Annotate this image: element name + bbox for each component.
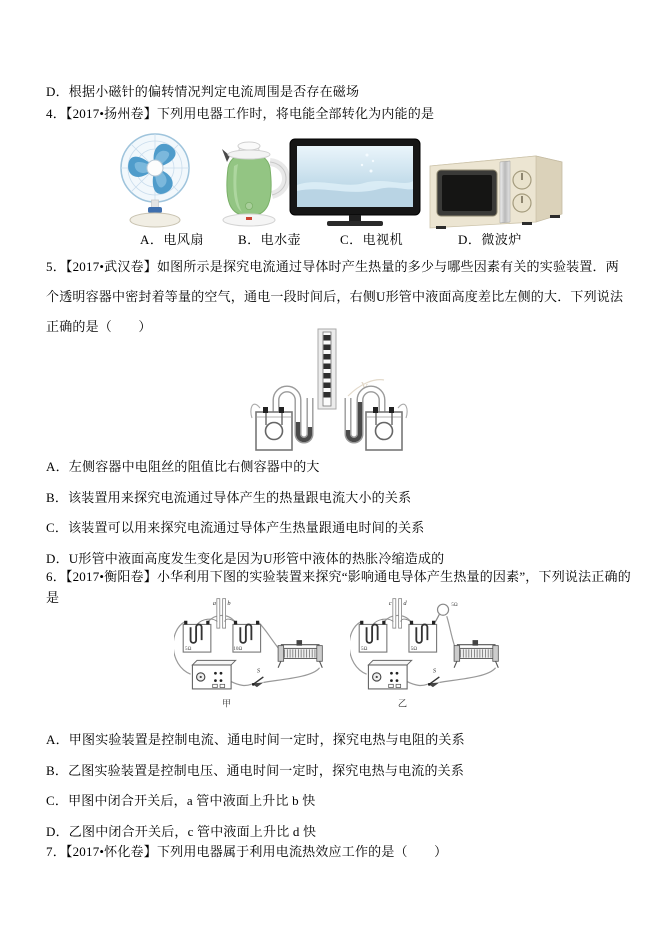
q5-option-b: B．该装置用来探究电流通过导体产生的热量跟电流大小的关系 xyxy=(46,489,412,505)
q5-option-d: D．U形管中液面高度发生变化是因为U形管中液体的热胀冷缩造成的 xyxy=(46,550,445,566)
prev-question-option-d: D．根据小磁针的偏转情况判定电流周围是否存在磁场 xyxy=(46,84,360,99)
q6-option-b: B．乙图实验装置是控制电压、通电时间一定时，探究电热与电流的关系 xyxy=(46,762,465,778)
kettle-image xyxy=(200,132,298,233)
circuit-yi-icon xyxy=(350,592,502,714)
heat-experiment-apparatus-icon xyxy=(248,326,412,460)
circuit-jia-icon xyxy=(174,592,326,714)
q6-circuit-yi-figure xyxy=(350,592,502,719)
watermark-text: k xyxy=(360,379,372,396)
resistor-label-10ohm: 10Ω xyxy=(233,646,243,653)
resistor-label-5ohm-left: 5Ω xyxy=(361,646,368,653)
q4-caption-b: B．电水壶 xyxy=(238,232,302,247)
question-6-options xyxy=(46,725,632,847)
q5-apparatus-figure xyxy=(248,326,412,465)
tube-label-b: b xyxy=(227,600,231,608)
tube-label-d: d xyxy=(403,600,407,608)
question-5-stem: 5．【2017•武汉卷】如图所示是探究电流通过导体时产生热量的多少与哪些因素有关的实验装置．两个透明容器中密封着等量的空气，通电一段时间后，右侧U形管中液面高度差比左侧的大．下列说法正确的是（ ） xyxy=(46,259,624,334)
q5-option-a: A．左侧容器中电阻丝的阻值比右侧容器中的大 xyxy=(46,459,320,474)
coil-label-5ohm: 5Ω xyxy=(451,602,458,609)
electric-kettle-icon xyxy=(200,132,298,228)
q5-option-c: C．该装置可以用来探究电流通过导体产生热量跟通电时间的关系 xyxy=(46,520,425,535)
q4-caption-a: A．电风扇 xyxy=(140,232,204,247)
q6-option-d: D．乙图中闭合开关后，c 管中液面上升比 d 快 xyxy=(46,823,317,839)
question-5-options xyxy=(46,452,632,574)
switch-label-s: S xyxy=(432,667,437,675)
tv-image xyxy=(289,137,421,234)
q4-caption-d: D．微波炉 xyxy=(458,232,522,247)
question-7-stem: 7．【2017•怀化卷】下列用电器属于利用电流热效应工作的是（ ） xyxy=(46,844,448,859)
resistor-label-5ohm: 5Ω xyxy=(185,646,192,653)
q6-option-c: C．甲图中闭合开关后，a 管中液面上升比 b 快 xyxy=(46,793,316,808)
television-icon xyxy=(289,137,421,229)
fan-image xyxy=(99,130,211,233)
figure-caption-jia: 甲 xyxy=(221,698,232,709)
q6-option-a: A．甲图实验装置是控制电流、通电时间一定时，探究电热与电阻的关系 xyxy=(46,732,465,747)
tube-label-a: a xyxy=(212,600,216,608)
q6-circuit-jia-figure xyxy=(174,592,326,719)
microwave-oven-icon xyxy=(424,136,576,230)
q4-caption-c: C．电视机 xyxy=(340,232,404,247)
question-6-stem: 6．【2017•衡阳卷】小华利用下图的实验装置来探究“影响通电导体产生热量的因素”，下列说法正确的是 xyxy=(46,569,631,605)
switch-label-s: S xyxy=(256,667,261,675)
microwave-image xyxy=(424,136,576,235)
question-4-stem: 4．【2017•扬州卷】下列用电器工作时，将电能全部转化为内能的是 xyxy=(46,106,435,121)
figure-caption-yi: 乙 xyxy=(397,698,408,709)
electric-fan-icon xyxy=(99,130,211,228)
tube-label-c: c xyxy=(388,600,392,608)
resistor-label-5ohm-right: 5Ω xyxy=(410,646,418,653)
